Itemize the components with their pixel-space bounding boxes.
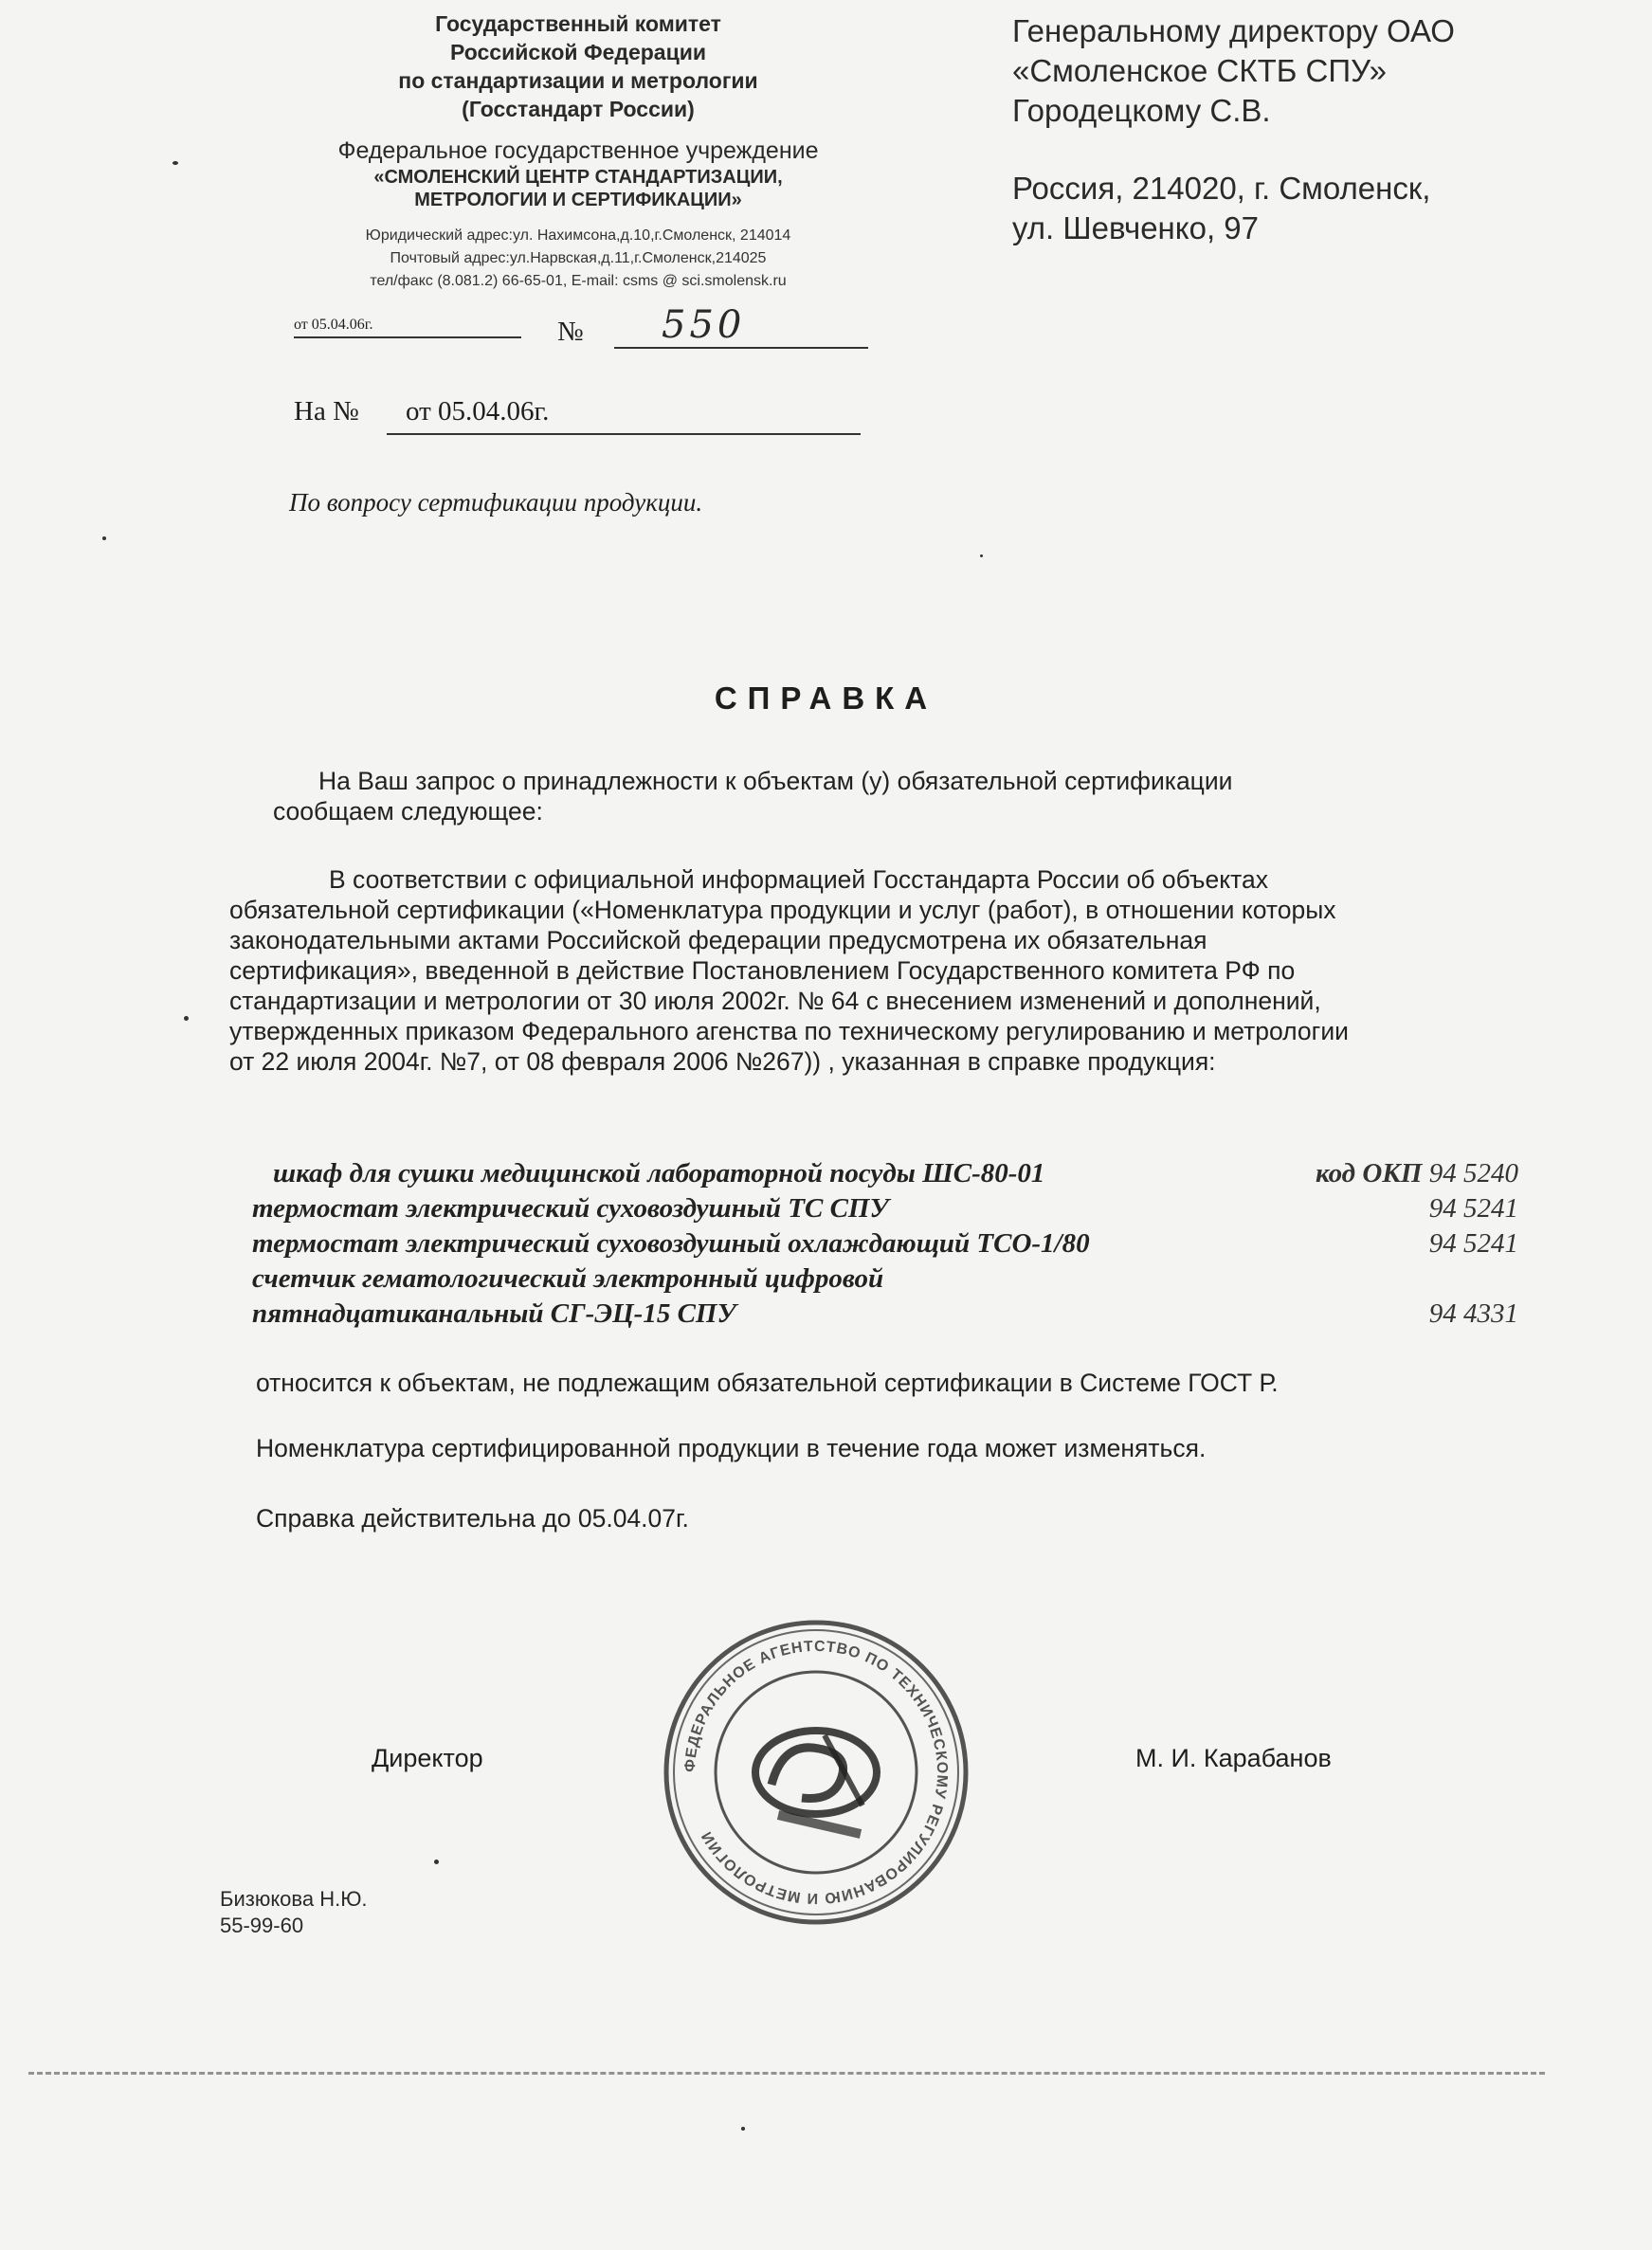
letterhead (284, 9, 872, 293)
official-seal-stamp (660, 1616, 972, 1929)
product-item (252, 1263, 1532, 1298)
subject-line: По вопросу сертификации продукции. (289, 488, 703, 517)
intro-line: сообщаем следующее: (273, 797, 543, 826)
legal-address: Юридический адрес:ул. Нахимсона,д.10,г.Смоленск, 214014 (365, 227, 791, 244)
paragraph-line: стандартизации и метрологии от 30 июля 2002г. № 64 с внесением изменений и дополнений, (229, 987, 1321, 1015)
reference-label: На № (294, 396, 359, 426)
paragraph-line: В соответствии с официальной информацией Госстандарта России об объектах (329, 865, 1268, 894)
product-item (252, 1228, 1532, 1263)
paragraph-line: от 22 июля 2004г. №7, от 08 февраля 2006 №267)) , указанная в справке продукция: (229, 1047, 1216, 1076)
intro-line: На Ваш запрос о принадлежности к объектам (у) обязательной сертификации (318, 767, 1233, 795)
code-label: код ОКП (1315, 1158, 1423, 1189)
product-name: шкаф для сушки медицинской лабораторной посуды ШС-80-01 (273, 1158, 1045, 1189)
signatory-position: Директор (372, 1744, 483, 1772)
note-text: Номенклатура сертифицированной продукции в течение года может изменяться. (256, 1434, 1207, 1462)
scan-speck (741, 2127, 745, 2131)
institution-type: Федеральное государственное учреждение (337, 137, 819, 164)
committee-line: Российской Федерации (449, 40, 707, 64)
executor-name: Бизюкова Н.Ю. (220, 1887, 368, 1911)
scan-speck (172, 161, 178, 165)
signatory-name: М. И. Карабанов (1135, 1744, 1332, 1772)
product-item (252, 1193, 1532, 1228)
product-code (1316, 1158, 1518, 1189)
addressee-address: ул. Шевченко, 97 (1012, 210, 1259, 245)
institution-name-line: «СМОЛЕНСКИЙ ЦЕНТР СТАНДАРТИЗАЦИИ, (373, 167, 783, 188)
committee-line: Государственный комитет (435, 11, 721, 36)
code-value: 94 5240 (1428, 1158, 1518, 1189)
registration-number-label: № (557, 317, 584, 347)
addressee-address: Россия, 214020, г. Смоленск, (1012, 171, 1431, 206)
paragraph-line: утвержденных приказом Федерального агенства по техническому регулированию и метрологии (229, 1017, 1349, 1045)
product-name: термостат электрический суховоздушный ТС СПУ (252, 1193, 889, 1224)
conclusion-text: относится к объектам, не подлежащим обязательной сертификации в Системе ГОСТ Р. (256, 1369, 1279, 1397)
seal-text: ФЕДЕРАЛЬНОЕ АГЕНТСТВО ПО ТЕХНИЧЕСКОМУ РЕГУЛИРОВАНИЮ И МЕТРОЛОГИИ (681, 1638, 951, 1907)
product-code: 94 5241 (1428, 1193, 1518, 1224)
product-name: счетчик гематологический электронный цифровой (252, 1263, 884, 1294)
reference-value: от 05.04.06г. (387, 396, 861, 435)
main-paragraph (229, 864, 1537, 1077)
product-item (252, 1298, 1532, 1334)
product-name: пятнадцатиканальный СГ-ЭЦ-15 СПУ (252, 1298, 736, 1329)
product-code: 94 4331 (1428, 1298, 1518, 1329)
committee-line: (Госстандарт России) (462, 97, 695, 121)
addressee-block (1012, 11, 1619, 248)
registration-number: 550 (662, 303, 746, 347)
intro-paragraph (273, 766, 1524, 826)
postal-address: Почтовый адрес:ул.Нарвская,д.11,г.Смоленск,214025 (390, 250, 767, 266)
committee-line: по стандартизации и метрологии (398, 68, 758, 93)
validity-text: Справка действительна до 05.04.07г. (256, 1504, 689, 1533)
document-title: СПРАВКА (714, 680, 938, 716)
registration-number-field (614, 303, 868, 349)
svg-text:ФЕДЕРАЛЬНОЕ АГЕНТСТВО ПО ТЕХНИ (682, 1639, 950, 1906)
institution-name-line: МЕТРОЛОГИИ И СЕРТИФИКАЦИИ» (414, 190, 742, 210)
scan-speck (184, 1016, 189, 1021)
executor-phone: 55-99-60 (220, 1914, 304, 1937)
product-list (252, 1158, 1532, 1334)
registration-date: от 05.04.06г. (294, 317, 521, 338)
scan-speck (102, 536, 106, 540)
product-code: 94 5241 (1428, 1228, 1518, 1259)
product-name: термостат электрический суховоздушный охлаждающий ТСО-1/80 (252, 1228, 1090, 1259)
executor-block (220, 1886, 368, 1939)
paragraph-line: обязательной сертификации («Номенклатура продукции и услуг (работ), в отношении которых (229, 896, 1336, 924)
tear-line (28, 2072, 1545, 2075)
product-item (252, 1158, 1532, 1193)
paragraph-line: сертификация», введенной в действие Постановлением Государственного комитета РФ по (229, 956, 1296, 985)
scan-speck (980, 554, 983, 557)
scan-speck (434, 1860, 439, 1864)
addressee-line: Генеральному директору ОАО (1012, 13, 1455, 48)
addressee-line: Городецкому С.В. (1012, 93, 1271, 128)
phone-email: тел/факс (8.081.2) 66-65-01, E-mail: csms @ sci.smolensk.ru (370, 273, 787, 289)
addressee-line: «Смоленское СКТБ СПУ» (1012, 53, 1387, 88)
paragraph-line: законодательными актами Российской федерации предусмотрена их обязательная (229, 926, 1207, 954)
